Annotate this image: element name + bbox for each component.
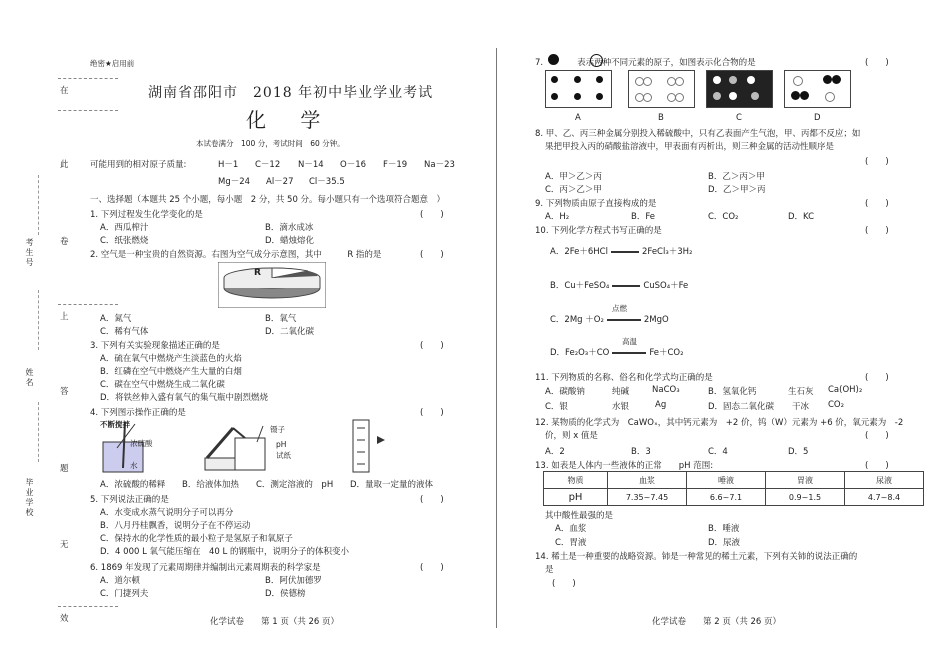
option[interactable]: B．3	[631, 447, 651, 457]
question-3: 3. 下列有关实验现象描述正确的是	[90, 341, 220, 351]
figure-c	[706, 70, 773, 108]
figure-label-r: R	[254, 268, 261, 278]
option[interactable]: D．侯德榜	[265, 589, 306, 599]
option[interactable]: D．二氧化碳	[265, 327, 315, 337]
option[interactable]: A．血浆	[555, 524, 587, 534]
option[interactable]: A．H₂	[545, 212, 570, 222]
table-row	[544, 472, 924, 489]
question-6: 6. 1869 年发现了元素周期律并编制出元素周期表的科学家是	[90, 563, 321, 573]
margin-dash	[58, 606, 118, 607]
option-cell: Ag	[655, 400, 667, 410]
option[interactable]: C．门捷列夫	[100, 589, 149, 599]
question-2: 2. 空气是一种宝贵的自然资源。右图为空气成分示意图，其中 R 指的是	[90, 250, 382, 260]
answer-blank[interactable]: ( )	[865, 58, 889, 68]
seal-char: 上	[60, 312, 69, 322]
figure-label: A	[575, 113, 581, 123]
equation-d[interactable]	[550, 346, 684, 358]
question-12-cont: 价，则 x 值是	[545, 431, 598, 441]
figure-label: B	[658, 113, 664, 123]
eq-left: A．2Fe＋6HCl	[550, 247, 608, 257]
mass: F－19	[383, 160, 408, 170]
seal-char: 效	[60, 614, 69, 624]
eq-left: B．Cu＋FeSO₄	[550, 281, 610, 291]
answer-blank[interactable]: ( )	[552, 579, 576, 589]
option[interactable]: B．唾液	[708, 524, 740, 534]
table-cell: 4.7~8.4	[845, 489, 924, 506]
field-line	[38, 290, 39, 350]
option[interactable]: B．乙＞丙＞甲	[708, 172, 765, 182]
cylinder-figure	[353, 420, 385, 472]
eq-right: 2FeCl₃＋3H₂	[641, 247, 693, 257]
eq-arrow	[611, 251, 639, 253]
option[interactable]: C．4	[708, 447, 728, 457]
mass: C－12	[255, 160, 281, 170]
field-line	[38, 402, 39, 462]
equation-c[interactable]	[550, 313, 669, 325]
eq-right: Fe＋CO₂	[649, 348, 684, 358]
exam-info: 本试卷满分 100 分，考试时间 60 分钟。	[196, 139, 345, 148]
option[interactable]: D．固态二氧化碳	[708, 402, 775, 412]
question-5: 5. 下列说法正确的是	[90, 495, 169, 505]
table-cell: 唾液	[687, 472, 766, 489]
eq-condition: 高温	[622, 337, 637, 346]
answer-blank[interactable]: ( )	[420, 341, 444, 351]
margin-dash	[58, 78, 118, 79]
question-13-cont: 其中酸性最强的是	[545, 511, 614, 521]
option[interactable]: C．丙＞乙＞甲	[545, 185, 602, 195]
seal-char: 题	[60, 464, 69, 474]
eq-right: 2MgO	[643, 315, 669, 325]
option-cell: 干冰	[792, 402, 810, 412]
option[interactable]: B．氢氧化钙	[708, 387, 757, 397]
seal-char: 在	[60, 86, 69, 96]
eq-left: C．2Mg ＋O₂	[550, 315, 604, 325]
option-cell: 水银	[612, 402, 630, 412]
table-cell: 6.6~7.1	[687, 489, 766, 506]
table-cell: 物质	[544, 472, 608, 489]
table-cell: 7.35~7.45	[608, 489, 687, 506]
option[interactable]: A．碳酸钠	[545, 387, 585, 397]
question-12: 12. 某物质的化学式为 CaWOₓ，其中钙元素为 +2 价，钨（W）元素为 +6 价，氧元素为 -2	[535, 418, 904, 428]
equation-a[interactable]	[550, 245, 692, 257]
seal-char: 卷	[60, 237, 69, 247]
option[interactable]: B．氧气	[265, 314, 297, 324]
option[interactable]: A．浓硫酸的稀释	[100, 480, 166, 490]
question-1: 1. 下列过程发生化学变化的是	[90, 210, 203, 220]
answer-blank[interactable]: ( )	[865, 431, 889, 441]
option[interactable]: A．西瓜榨汁	[100, 223, 149, 233]
section-heading: 一、选择题（本题共 25 个小题，每小题 2 分，共 50 分。每小题只有一个选项符合题意 ）	[90, 195, 446, 205]
option[interactable]: D．4 000 L 氧气能压缩在 40 L 的钢瓶中，说明分子的体积变小	[100, 547, 349, 557]
option[interactable]: C．碳在空气中燃烧生成二氧化碳	[100, 380, 225, 390]
option[interactable]: C．胃液	[555, 538, 587, 548]
fig-text: 不断搅拌	[100, 420, 130, 429]
table-cell: 血浆	[608, 472, 687, 489]
mass: H－1	[218, 160, 239, 170]
option[interactable]: C．CO₂	[708, 212, 739, 222]
option[interactable]: D．将铁丝伸入盛有氧气的集气瓶中剧烈燃烧	[100, 393, 269, 403]
option[interactable]: A．水变成水蒸气说明分子可以再分	[100, 508, 234, 518]
eq-arrow	[612, 285, 640, 287]
option-cell: 纯碱	[612, 387, 630, 397]
question-7: 7. 表示两种不同元素的原子，如图表示化合物的是	[535, 58, 756, 68]
mass: N－14	[298, 160, 324, 170]
answer-blank[interactable]: ( )	[420, 210, 444, 220]
option[interactable]: C．稀有气体	[100, 327, 149, 337]
option[interactable]: A．2	[545, 447, 565, 457]
eq-condition: 点燃	[612, 304, 627, 313]
option[interactable]: D．尿液	[708, 538, 741, 548]
field-label-name: 姓名	[25, 368, 34, 388]
figure-label: C	[736, 113, 742, 123]
option-cell: 生石灰	[788, 387, 814, 397]
field-line	[38, 175, 39, 235]
ph-table	[543, 471, 924, 506]
seal-char: 答	[60, 387, 69, 397]
seal-char: 此	[60, 160, 69, 170]
eq-arrow	[607, 319, 641, 321]
answer-blank[interactable]: ( )	[865, 199, 889, 209]
option[interactable]: B．Fe	[631, 212, 655, 222]
option[interactable]: A．道尔顿	[100, 576, 140, 586]
option[interactable]: B．八月丹桂飘香，说明分子在不停运动	[100, 521, 251, 531]
fig-text: 浓硫酸	[130, 439, 153, 448]
question-9: 9. 下列物质由原子直接构成的是	[535, 199, 657, 209]
mass: Na－23	[424, 160, 455, 170]
mass: Mg－24	[218, 177, 251, 187]
eq-left: D．Fe₂O₃＋CO	[550, 348, 610, 358]
answer-blank[interactable]: ( )	[420, 495, 444, 505]
equation-b[interactable]	[550, 279, 688, 291]
footer-left: 化学试卷 第 1 页（共 26 页）	[210, 617, 340, 627]
table-cell: 胃液	[766, 472, 845, 489]
option[interactable]: C．测定溶液的 pH	[256, 480, 334, 490]
option-cell: Ca(OH)₂	[828, 385, 863, 395]
option-cell: CO₂	[828, 400, 845, 410]
table-cell: 0.9~1.5	[766, 489, 845, 506]
answer-blank[interactable]: ( )	[420, 563, 444, 573]
question-14-cont: 是	[545, 565, 554, 575]
question-8-cont: 果把甲投入丙的硝酸盐溶液中，甲表面有丙析出，则三种金属的活动性顺序是	[545, 142, 835, 152]
fig-text: 试纸	[276, 451, 291, 460]
page-divider	[496, 48, 497, 628]
option[interactable]: C．银	[545, 402, 568, 412]
air-composition-figure	[218, 262, 326, 308]
mass: Cl－35.5	[309, 177, 345, 187]
option[interactable]: A．硫在氧气中燃烧产生淡蓝色的火焰	[100, 354, 242, 364]
margin-dash	[58, 110, 118, 111]
secret-label: 绝密★启用前	[90, 59, 135, 68]
option[interactable]: B．给液体加热	[182, 480, 239, 490]
field-label-school: 毕业学校	[25, 478, 34, 518]
question-10: 10. 下列化学方程式书写正确的是	[535, 226, 662, 236]
answer-blank[interactable]: ( )	[865, 373, 889, 383]
exam-title: 湖南省邵阳市 2018 年初中毕业学业考试	[148, 85, 434, 101]
option[interactable]: C．保持水的化学性质的最小粒子是氢原子和氧原子	[100, 534, 293, 544]
option[interactable]: D．KC	[788, 212, 815, 222]
figure-label: D	[814, 113, 821, 123]
option[interactable]: D．量取一定量的液体	[350, 480, 434, 490]
question-14: 14. 稀土是一种重要的战略资源。铈是一种常见的稀土元素，下列有关铈的说法正确的	[535, 552, 858, 562]
answer-blank[interactable]: ( )	[865, 461, 889, 471]
option[interactable]: B．滴水成冰	[265, 223, 314, 233]
table-cell: pH	[544, 489, 608, 506]
fig-text: 镊子	[270, 425, 285, 434]
option[interactable]: C．纸张燃烧	[100, 236, 149, 246]
seal-char: 无	[60, 540, 69, 550]
question-13: 13. 如表是人体内一些液体的正常 pH 范围:	[535, 461, 714, 471]
option[interactable]: A．氮气	[100, 314, 132, 324]
option-cell: NaCO₃	[652, 385, 680, 395]
eq-right: CuSO₄＋Fe	[643, 281, 689, 291]
footer-right: 化学试卷 第 2 页（共 26 页）	[652, 617, 782, 627]
mass: Al－27	[266, 177, 294, 187]
question-4: 4. 下列图示操作正确的是	[90, 408, 186, 418]
eq-arrow	[612, 352, 646, 354]
option[interactable]: D．乙＞甲＞丙	[708, 185, 766, 195]
option[interactable]: B．红磷在空气中燃烧产生大量的白烟	[100, 367, 242, 377]
option[interactable]: B．阿伏加德罗	[265, 576, 322, 586]
table-cell: 尿液	[845, 472, 924, 489]
answer-blank[interactable]: ( )	[865, 226, 889, 236]
figure-b	[628, 70, 695, 108]
field-label-candidate-number: 考生号	[25, 238, 34, 268]
answer-blank[interactable]: ( )	[865, 157, 889, 167]
answer-blank[interactable]: ( )	[420, 408, 444, 418]
question-11: 11. 下列物质的名称、俗名和化学式均正确的是	[535, 373, 713, 383]
option[interactable]: A．甲＞乙＞丙	[545, 172, 602, 182]
mass: O－16	[340, 160, 367, 170]
masses-label: 可能用到的相对原子质量:	[90, 160, 187, 170]
option[interactable]: D．蜡烛熔化	[265, 236, 315, 246]
fig-text: pH	[276, 440, 287, 449]
margin-dash	[58, 304, 118, 305]
figure-d	[784, 70, 851, 108]
question-8: 8. 甲、乙、丙三种金属分别投入稀硫酸中，只有乙表面产生气泡，甲、丙都不反应；如	[535, 129, 861, 139]
table-row	[544, 489, 924, 506]
figure-a	[545, 70, 612, 108]
answer-blank[interactable]: ( )	[420, 250, 444, 260]
subject-title: 化 学	[246, 108, 335, 132]
option[interactable]: D．5	[788, 447, 809, 457]
fig-text: 水	[130, 461, 138, 470]
